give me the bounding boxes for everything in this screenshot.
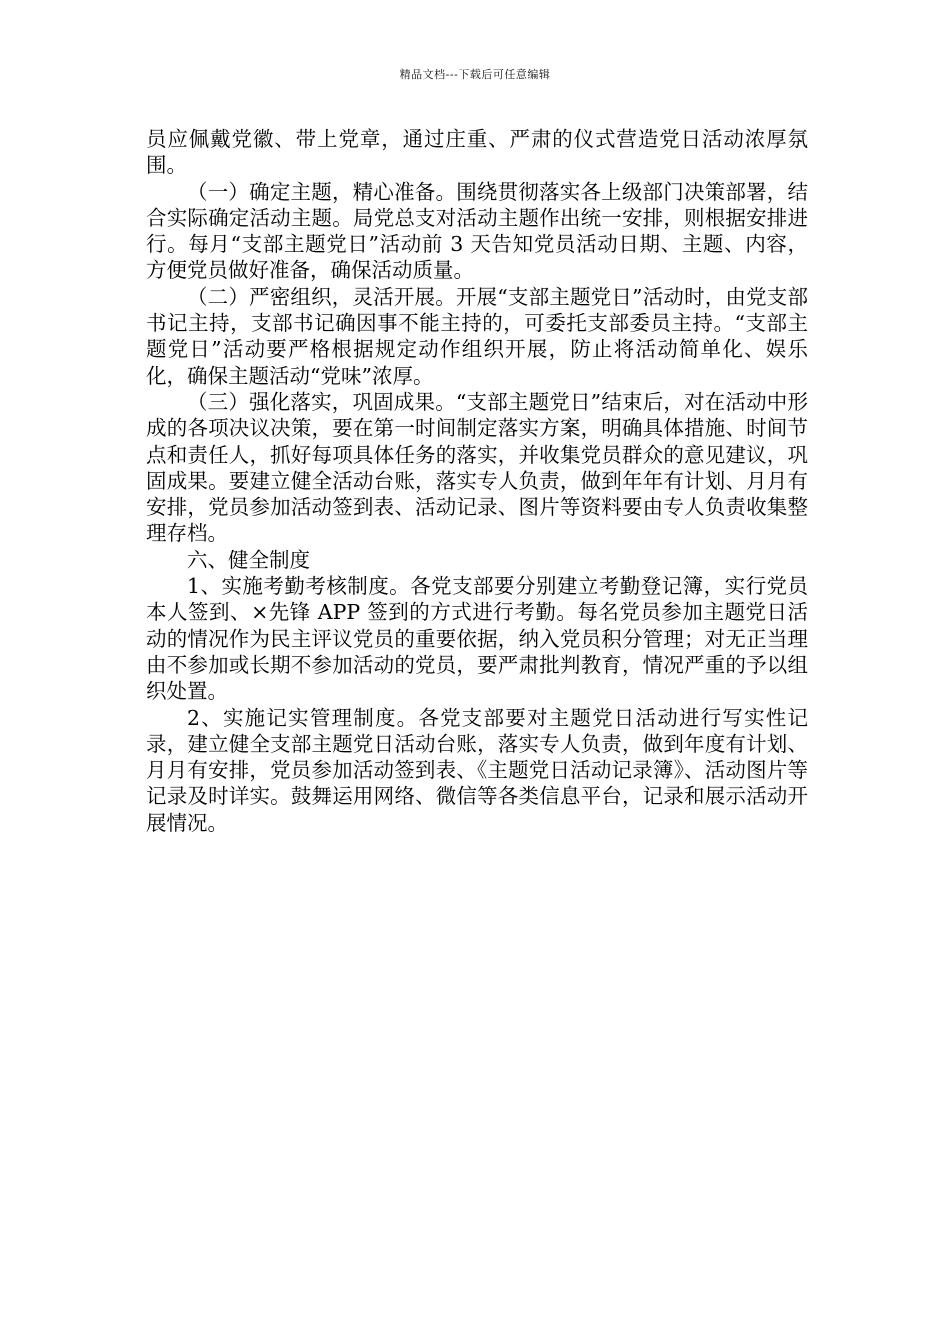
paragraph-rule-1: 1、实施考勤考核制度。各党支部要分别建立考勤登记簿，实行党员本人签到、×先锋 APP 签到的方式进行考勤。每名党员参加主题党日活动的情况作为民主评议党员的重要依据，纳入党员积分管理；对无正当理由不参加或长期不参加活动的党员，要严肃批判教育，情况严重的予以组织处置。 bbox=[146, 574, 808, 704]
page-header: 精品文档---下载后可任意编辑 bbox=[399, 68, 551, 81]
paragraph-rule-2: 2、实施记实管理制度。各党支部要对主题党日活动进行写实性记录，建立健全支部主题党日活动台账，落实专人负责，做到年度有计划、月月有安排，党员参加活动签到表、《主题党日活动记录簿》、活动图片等记录及时详实。鼓舞运用网络、微信等各类信息平台，记录和展示活动开展情况。 bbox=[146, 705, 808, 835]
paragraph-continuation: 员应佩戴党徽、带上党章，通过庄重、严肃的仪式营造党日活动浓厚氛围。 bbox=[146, 127, 808, 178]
paragraph-section-3: （三）强化落实，巩固成果。“支部主题党日”结束后，对在活动中形成的各项决议决策，要在第一时间制定落实方案，明确具体措施、时间节点和责任人，抓好每项具体任务的落实，并收集党员群众的意见建议，巩固成果。要建立健全活动台账，落实专人负责，做到年年有计划、月月有安排，党员参加活动签到表、活动记录、图片等资料要由专人负责收集整理存档。 bbox=[146, 389, 808, 546]
paragraph-section-2: （二）严密组织，灵活开展。开展“支部主题党日”活动时，由党支部书记主持，支部书记确因事不能主持的，可委托支部委员主持。“支部主题党日”活动要严格根据规定动作组织开展，防止将活动简单化、娱乐化，确保主题活动“党味”浓厚。 bbox=[146, 284, 808, 388]
section-heading-6: 六、健全制度 bbox=[187, 547, 310, 572]
document-body bbox=[146, 126, 808, 836]
paragraph-section-1: （一）确定主题，精心准备。围绕贯彻落实各上级部门决策部署，结合实际确定活动主题。局党总支对活动主题作出统一安排，则根据安排进行。每月“支部主题党日”活动前 3 天告知党员活动日期、主题、内容，方便党员做好准备，确保活动质量。 bbox=[146, 179, 808, 283]
